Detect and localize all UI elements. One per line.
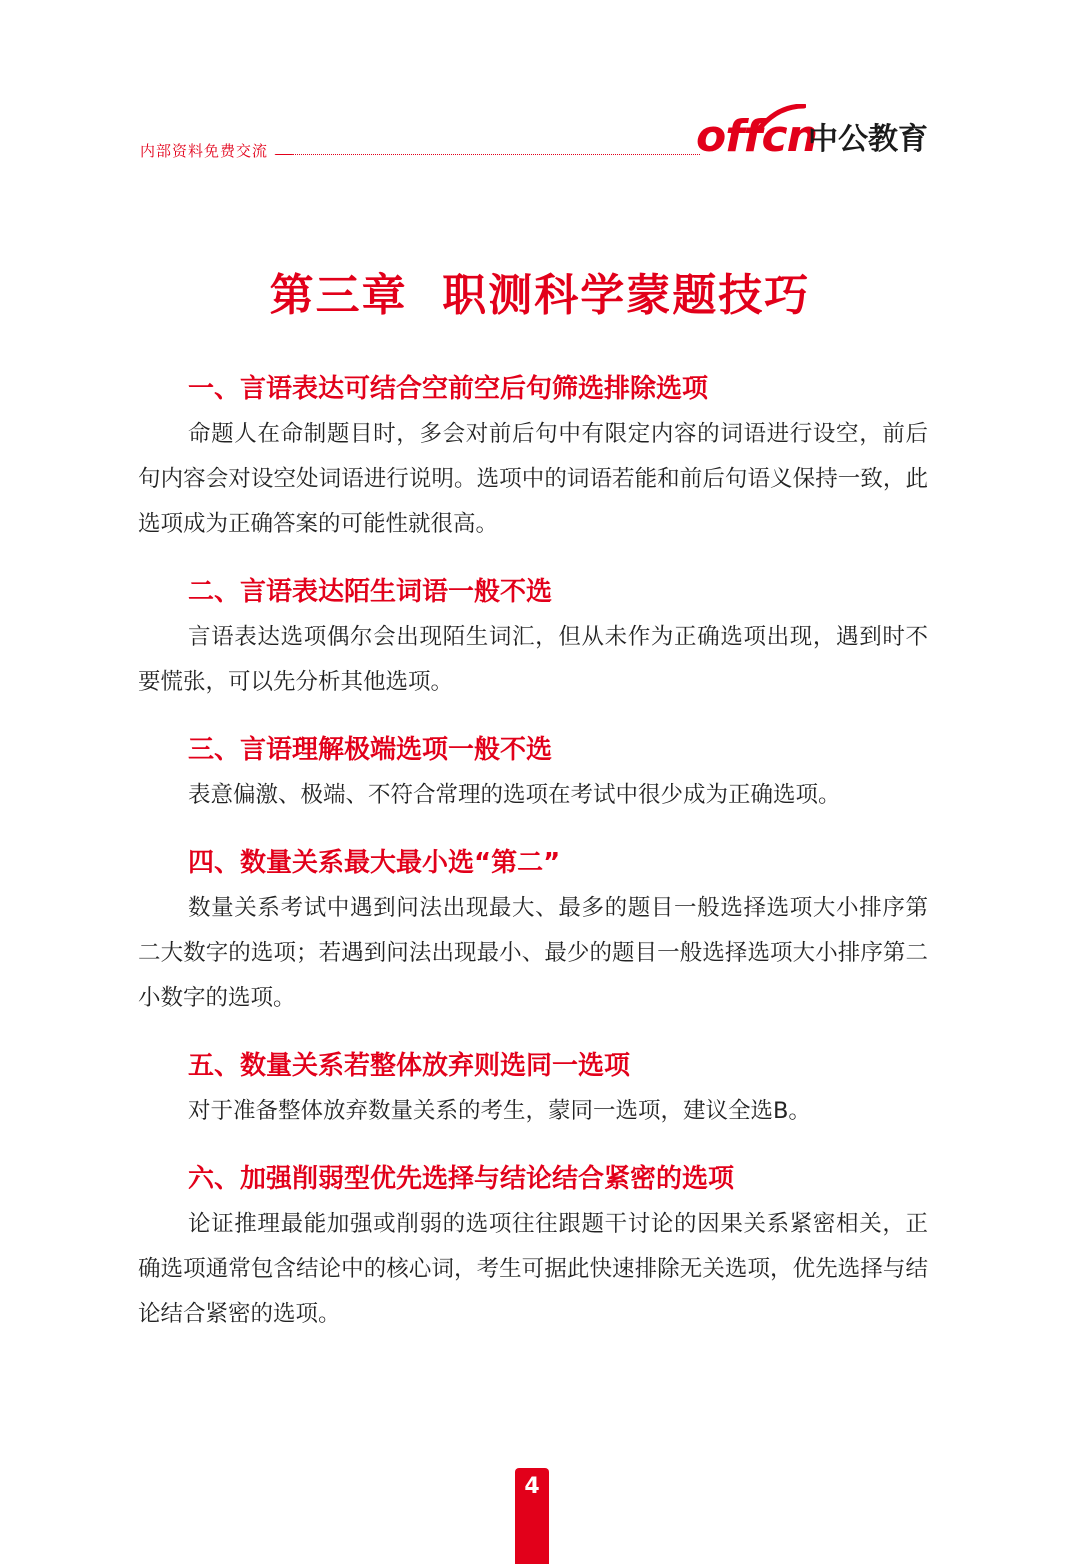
page-number-tab [515,1468,549,1564]
section-heading: 四、数量关系最大最小选“第二” [188,848,561,878]
logo-chinese: 中公教育 [808,122,928,157]
section-heading: 三、言语理解极端选项一般不选 [188,735,553,765]
section-1 [138,366,928,547]
section-heading: 五、数量关系若整体放弃则选同一选项 [188,1051,631,1081]
section-body: 数量关系考试中遇到问法出现最大、最多的题目一般选择选项大小排序第二大数字的选项；若遇到问法出现最小、最少的题目一般选择选项大小排序第二小数字的选项。 [138,895,928,1011]
section-body: 命题人在命制题目时，多会对前后句中有限定内容的词语进行设空，前后句内容会对设空处词语进行说明。选项中的词语若能和前后句语义保持一致，此选项成为正确答案的可能性就很高。 [138,421,928,537]
page-number: 4 [524,1474,540,1499]
section-heading: 一、言语表达可结合空前空后句筛选排除选项 [188,374,709,404]
section-body: 表意偏激、极端、不符合常理的选项在考试中很少成为正确选项。 [188,782,841,808]
section-body: 言语表达选项偶尔会出现陌生词汇，但从未作为正确选项出现，遇到时不要慌张，可以先分析其他选项。 [138,624,928,695]
section-heading: 六、加强削弱型优先选择与结论结合紧密的选项 [188,1164,735,1194]
page-header [0,0,1080,180]
header-tag: 内部资料免费交流 [140,142,269,160]
offcn-logo [696,104,936,164]
content [138,366,928,1359]
section-3 [138,727,928,818]
section-body: 论证推理最能加强或削弱的选项往往跟题干讨论的因果关系紧密相关，正确选项通常包含结论中的核心词，考生可据此快速排除无关选项，优先选择与结论结合紧密的选项。 [138,1211,928,1327]
section-body: 对于准备整体放弃数量关系的考生，蒙同一选项，建议全选B。 [188,1098,811,1124]
section-4 [138,840,928,1021]
section-6 [138,1156,928,1337]
section-heading: 二、言语表达陌生词语一般不选 [188,577,553,607]
chapter-title: 第三章 职测科学蒙题技巧 [269,270,811,321]
logo-latin: offcn [696,111,817,162]
section-2 [138,569,928,705]
header-divider-line [280,154,700,155]
section-5 [138,1043,928,1134]
